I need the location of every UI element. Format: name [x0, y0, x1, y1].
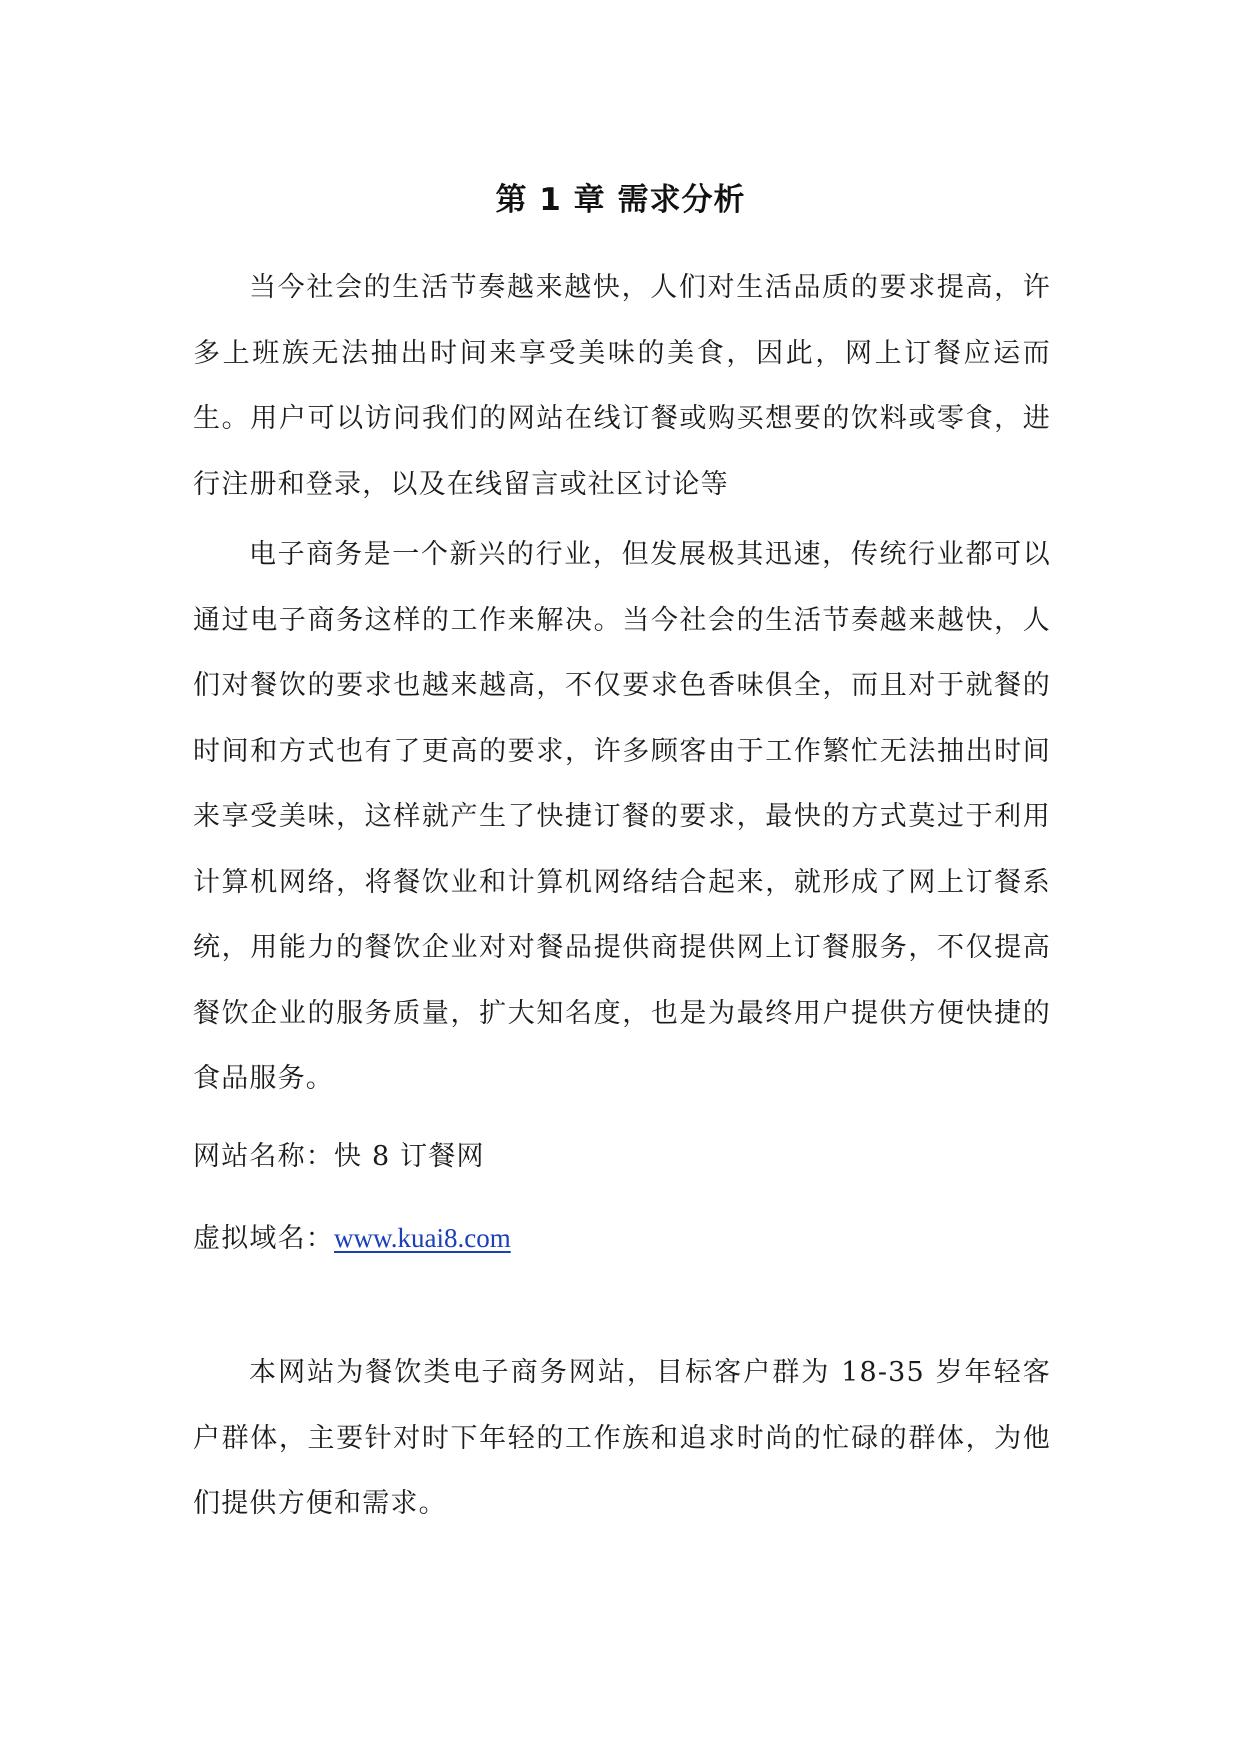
target-audience-paragraph: 本网站为餐饮类电子商务网站，目标客户群为 18-35 岁年轻客户群体，主要针对时下年轻的工作族和追求时尚的忙碌的群体，为他们提供方便和需求。 — [193, 1357, 1051, 1519]
intro-paragraph: 当今社会的生活节奏越来越快，人们对生活品质的要求提高，许多上班族无法抽出时间来享受美味的美食，因此，网上订餐应运而生。用户可以访问我们的网站在线订餐或购买想要的饮料或零食，进行注册和登录，以及在线留言或社区讨论等 — [193, 272, 1051, 500]
site-domain-link[interactable]: www.kuai8.com — [334, 1223, 511, 1253]
site-name-label: 网站名称： — [193, 1141, 334, 1172]
ecommerce-paragraph: 电子商务是一个新兴的行业，但发展极其迅速，传统行业都可以通过电子商务这样的工作来解决。当今社会的生活节奏越来越快，人们对餐饮的要求也越来越高，不仅要求色香味俱全，而且对于就餐的时间和方式也有了更高的要求，许多顾客由于工作繁忙无法抽出时间来享受美味，这样就产生了快捷订餐的要求，最快的方式莫过于利用计算机网络，将餐饮业和计算机网络结合起来，就形成了网上订餐系统，用能力的餐饮企业对对餐品提供商提供网上订餐服务，不仅提高餐饮企业的服务质量，扩大知名度，也是为最终用户提供方便快捷的食品服务。 — [193, 539, 1051, 1094]
site-domain-line — [193, 1206, 1051, 1272]
site-name-value: 快 8 订餐网 — [334, 1141, 485, 1172]
site-name-line — [193, 1124, 1051, 1190]
chapter-title: 第 1 章 需求分析 — [495, 182, 746, 218]
site-domain-label: 虚拟域名： — [193, 1223, 334, 1254]
